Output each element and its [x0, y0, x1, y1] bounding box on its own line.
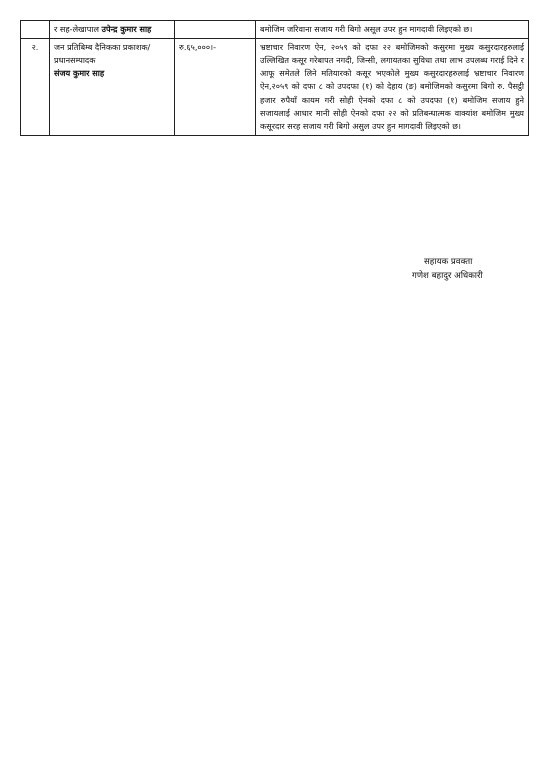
- defendant-cell: [50, 39, 175, 136]
- table-row: [21, 39, 529, 136]
- defendant-name: संजय कुमार साह: [54, 68, 105, 79]
- claim-amount: रु.६५,०००।-: [175, 39, 256, 136]
- defendant-role: जन प्रतिबिम्ब दैनिकका प्रकाशक/प्रधानसम्पादक: [54, 42, 151, 66]
- defendant-name: उपेन्द्र कुमार साह: [101, 24, 152, 34]
- signature-block: [412, 255, 532, 283]
- claim-amount: [175, 21, 256, 39]
- signature-name: गणेश बहादुर अधिकारी: [412, 271, 483, 282]
- row-number: २.: [21, 39, 50, 136]
- case-table: [20, 20, 529, 136]
- signature-title: सहायक प्रवक्ता: [424, 257, 473, 267]
- defendant-cell: [50, 21, 175, 39]
- defendant-role: र सह-लेखापाल: [54, 24, 99, 34]
- table-row: [21, 21, 529, 39]
- claim-description: भ्रष्टाचार निवारण ऐन, २०५९ को दफा २२ बमोजिमको कसुरमा मुख्य कसुरदारहरुलाई उल्लिखित कसूर गरेबापत नगदी, जिन्सी, लगायतका सुविधा तथा लाभ उपलब्ध गराई दिने र आफू समेतले लिने मतियारको कसूर भएकोले मुख्य कसुरदारहरुलाई भ्रष्टाचार निवारण ऐन,२०५९ को दफा ८ को उपदफा (१) को देहाय (ङ) बमोजिमको कसुरमा बिगो रु. पैसट्ठी हजार रुपैयाँ कायम गरी सोही ऐनको दफा ८ को उपदफा (१) बमोजिम सजाय हुने सजायलाई आधार मानी सोही ऐनको दफा २२ को प्रतिबन्धात्मक वाक्यांश बमोजिम मुख्य कसूरदार सरह सजाय गरी बिगो असुल उपर हुन मागदावी लिइएको छ।: [256, 39, 529, 136]
- claim-description: बमोजिम जरिवाना सजाय गरी बिगो असूल उपर हुन मागदावी लिइएको छ।: [256, 21, 529, 39]
- row-number: [21, 21, 50, 39]
